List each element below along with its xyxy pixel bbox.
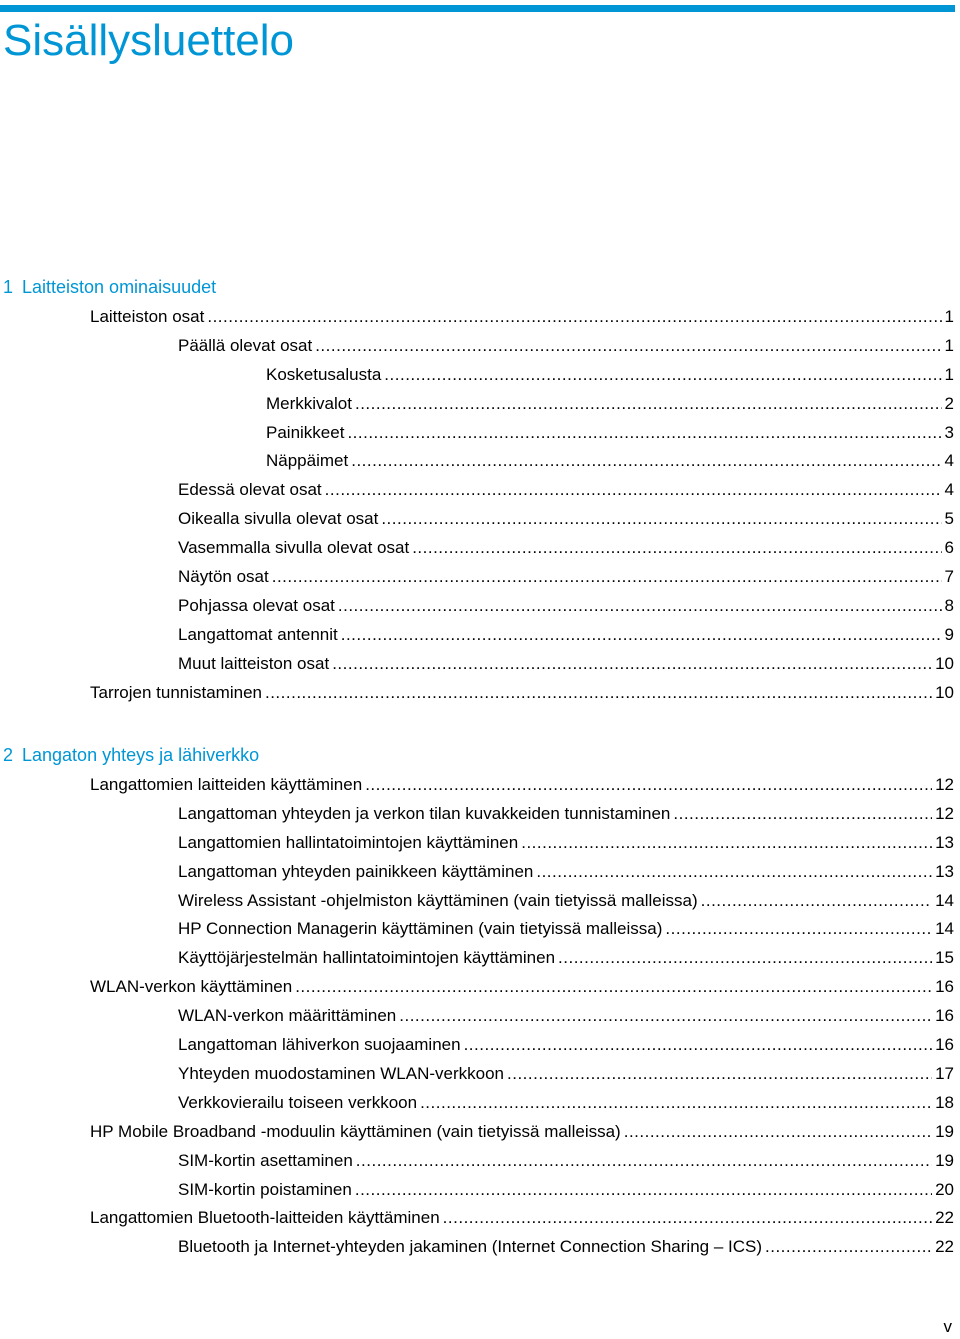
toc-entry[interactable] [266,418,954,447]
toc-entry-label: Merkkivalot [266,393,352,413]
toc-entry-page: 3 [944,422,954,442]
dot-leader [464,1030,933,1059]
toc-entry-label: Pohjassa olevat osat [178,595,335,615]
toc-entry-label: Oikealla sivulla olevat osat [178,509,379,529]
toc-entry-label: Langattomien laitteiden käyttäminen [90,774,363,794]
toc-entry-page: 13 [935,861,954,881]
toc-entry-label: Laitteiston osat [90,306,205,326]
dot-leader [351,446,941,475]
toc-entry-page: 10 [935,682,954,702]
toc-entry[interactable] [178,799,954,828]
dot-leader [420,1088,932,1117]
dot-leader [341,620,942,649]
toc-entry-label: Muut laitteiston osat [178,653,330,673]
toc-entry[interactable] [266,446,954,475]
toc-entry-page: 1 [944,335,954,355]
dot-leader [558,943,932,972]
dot-leader [265,678,932,707]
chapter-title: Laitteiston ominaisuudet [22,277,217,297]
dot-leader [384,360,941,389]
dot-leader [315,331,941,360]
toc-entry-page: 22 [935,1237,954,1257]
toc-entry-label: WLAN-verkon käyttäminen [90,977,293,997]
toc-entry-label: Vasemmalla sivulla olevat osat [178,538,410,558]
toc-entry-page: 1 [944,364,954,384]
toc-entry-label: Tarrojen tunnistaminen [90,682,262,702]
toc-entry[interactable] [178,562,954,591]
toc-entry-label: Langattoman lähiverkon suojaaminen [178,1035,461,1054]
toc-entry[interactable] [178,591,954,620]
toc-entry[interactable] [178,857,954,886]
toc-entry-label: Verkkovierailu toiseen verkkoon [178,1092,418,1112]
dot-leader [701,886,932,915]
toc-entry[interactable] [178,504,954,533]
toc-entry-page: 15 [935,948,954,968]
toc-entry-label: WLAN-verkon määrittäminen [178,1006,397,1026]
toc-entry-page: 5 [944,509,954,529]
toc-entry-label: Langattoman yhteyden ja verkon tilan kuvakkeiden tunnistaminen [178,803,671,823]
toc-entry-page: 1 [944,306,954,326]
toc-entry-label: Langattomien hallintatoimintojen käyttäminen [178,832,519,852]
toc-entry[interactable] [178,331,954,360]
toc-entry[interactable] [90,302,954,331]
toc-entry-label: SIM-kortin poistaminen [178,1179,352,1199]
toc-entry[interactable] [90,770,954,799]
dot-leader [355,389,942,418]
toc-entry-page: 4 [944,451,954,471]
toc-entry[interactable] [178,1059,954,1088]
toc-entry-label: Wireless Assistant -ohjelmiston käyttäminen (vain tietyissä malleissa) [178,890,698,910]
toc-entry-page: 22 [935,1208,954,1228]
dot-leader [507,1059,932,1088]
toc-entry-label: Langattoman yhteyden painikkeen käyttäminen [178,861,534,881]
dot-leader [665,914,932,943]
toc-entry-page: 17 [935,1063,954,1083]
toc-entry[interactable] [178,1175,954,1204]
toc-entry-label: Näytön osat [178,567,269,586]
dot-leader [624,1117,932,1146]
toc-entry-label: Näppäimet [266,451,349,471]
toc-entry-label: Kosketusalusta [266,364,382,384]
toc-entry-page: 13 [935,832,954,852]
dot-leader [347,418,941,447]
dot-leader [399,1001,932,1030]
chapter-number: 2 [3,745,14,765]
toc-entry[interactable] [178,620,954,649]
toc-entry[interactable] [178,1232,954,1261]
toc-entry-page: 19 [935,1121,954,1141]
toc-entry-page: 14 [935,890,954,910]
toc-entry-label: Langattomat antennit [178,624,338,644]
toc-entry[interactable] [266,389,954,418]
dot-leader [365,770,932,799]
toc-entry-label: Edessä olevat osat [178,480,322,500]
chapter-heading[interactable] [3,741,259,770]
toc-entry-page: 14 [935,919,954,939]
toc-entry-label: Yhteyden muodostaminen WLAN-verkkoon [178,1063,504,1083]
toc-entry[interactable] [178,828,954,857]
chapter-heading[interactable] [3,273,216,302]
toc-entry[interactable] [178,649,954,678]
toc-entry-page: 7 [944,567,954,586]
page-title: Sisällysluettelo [3,16,295,65]
dot-leader [443,1203,932,1232]
toc-entry-page: 16 [935,1035,954,1054]
page-number: v [943,1317,952,1336]
toc-entry-page: 4 [944,480,954,500]
toc-entry[interactable] [178,914,954,943]
dot-leader [355,1175,932,1204]
dot-leader [381,504,941,533]
toc-entry[interactable] [266,360,954,389]
toc-entry-label: SIM-kortin asettaminen [178,1150,353,1170]
toc-entry-page: 8 [944,595,954,615]
dot-leader [325,475,942,504]
toc-entry[interactable] [178,1001,954,1030]
toc-entry-page: 20 [935,1179,954,1199]
toc-entry[interactable] [178,475,954,504]
toc-entry[interactable] [178,1088,954,1117]
toc-entry-page: 16 [935,1006,954,1026]
toc-entry[interactable] [178,1030,954,1059]
toc-entry-page: 16 [935,977,954,997]
toc-entry[interactable] [90,1117,954,1146]
toc-entry[interactable] [178,533,954,562]
chapter-number: 1 [3,277,14,297]
toc-entry-page: 18 [935,1092,954,1112]
toc-entry-page: 12 [935,803,954,823]
toc-entry-page: 2 [944,393,954,413]
toc-entry-page: 6 [944,538,954,558]
toc-entry-label: Bluetooth ja Internet-yhteyden jakaminen (Internet Connection Sharing – ICS) [178,1237,763,1257]
toc-entry-label: HP Mobile Broadband -moduulin käyttäminen (vain tietyissä malleissa) [90,1121,621,1141]
toc-entry[interactable] [178,943,954,972]
toc-entry-label: Langattomien Bluetooth-laitteiden käyttäminen [90,1208,440,1228]
dot-leader [207,302,941,331]
dot-leader [356,1146,932,1175]
header-rule [0,5,955,12]
toc-entry[interactable] [90,1203,954,1232]
toc-entry[interactable] [90,678,954,707]
dot-leader [765,1232,932,1261]
toc-entry-label: Käyttöjärjestelmän hallintatoimintojen käyttäminen [178,948,556,968]
toc-entry-page: 10 [935,653,954,673]
dot-leader [272,562,942,591]
toc-entry-page: 9 [944,624,954,644]
dot-leader [338,591,942,620]
toc-entry-label: HP Connection Managerin käyttäminen (vain tietyissä malleissa) [178,919,663,939]
toc-entry-label: Päällä olevat osat [178,335,313,355]
dot-leader [521,828,932,857]
toc-entry-page: 12 [935,774,954,794]
toc-entry[interactable] [178,1146,954,1175]
toc-entry[interactable] [178,886,954,915]
dot-leader [673,799,932,828]
dot-leader [536,857,932,886]
dot-leader [412,533,941,562]
toc-entry-label: Painikkeet [266,422,345,442]
dot-leader [295,972,932,1001]
toc-entry-page: 19 [935,1150,954,1170]
chapter-title: Langaton yhteys ja lähiverkko [22,745,260,765]
toc-entry[interactable] [90,972,954,1001]
dot-leader [332,649,932,678]
